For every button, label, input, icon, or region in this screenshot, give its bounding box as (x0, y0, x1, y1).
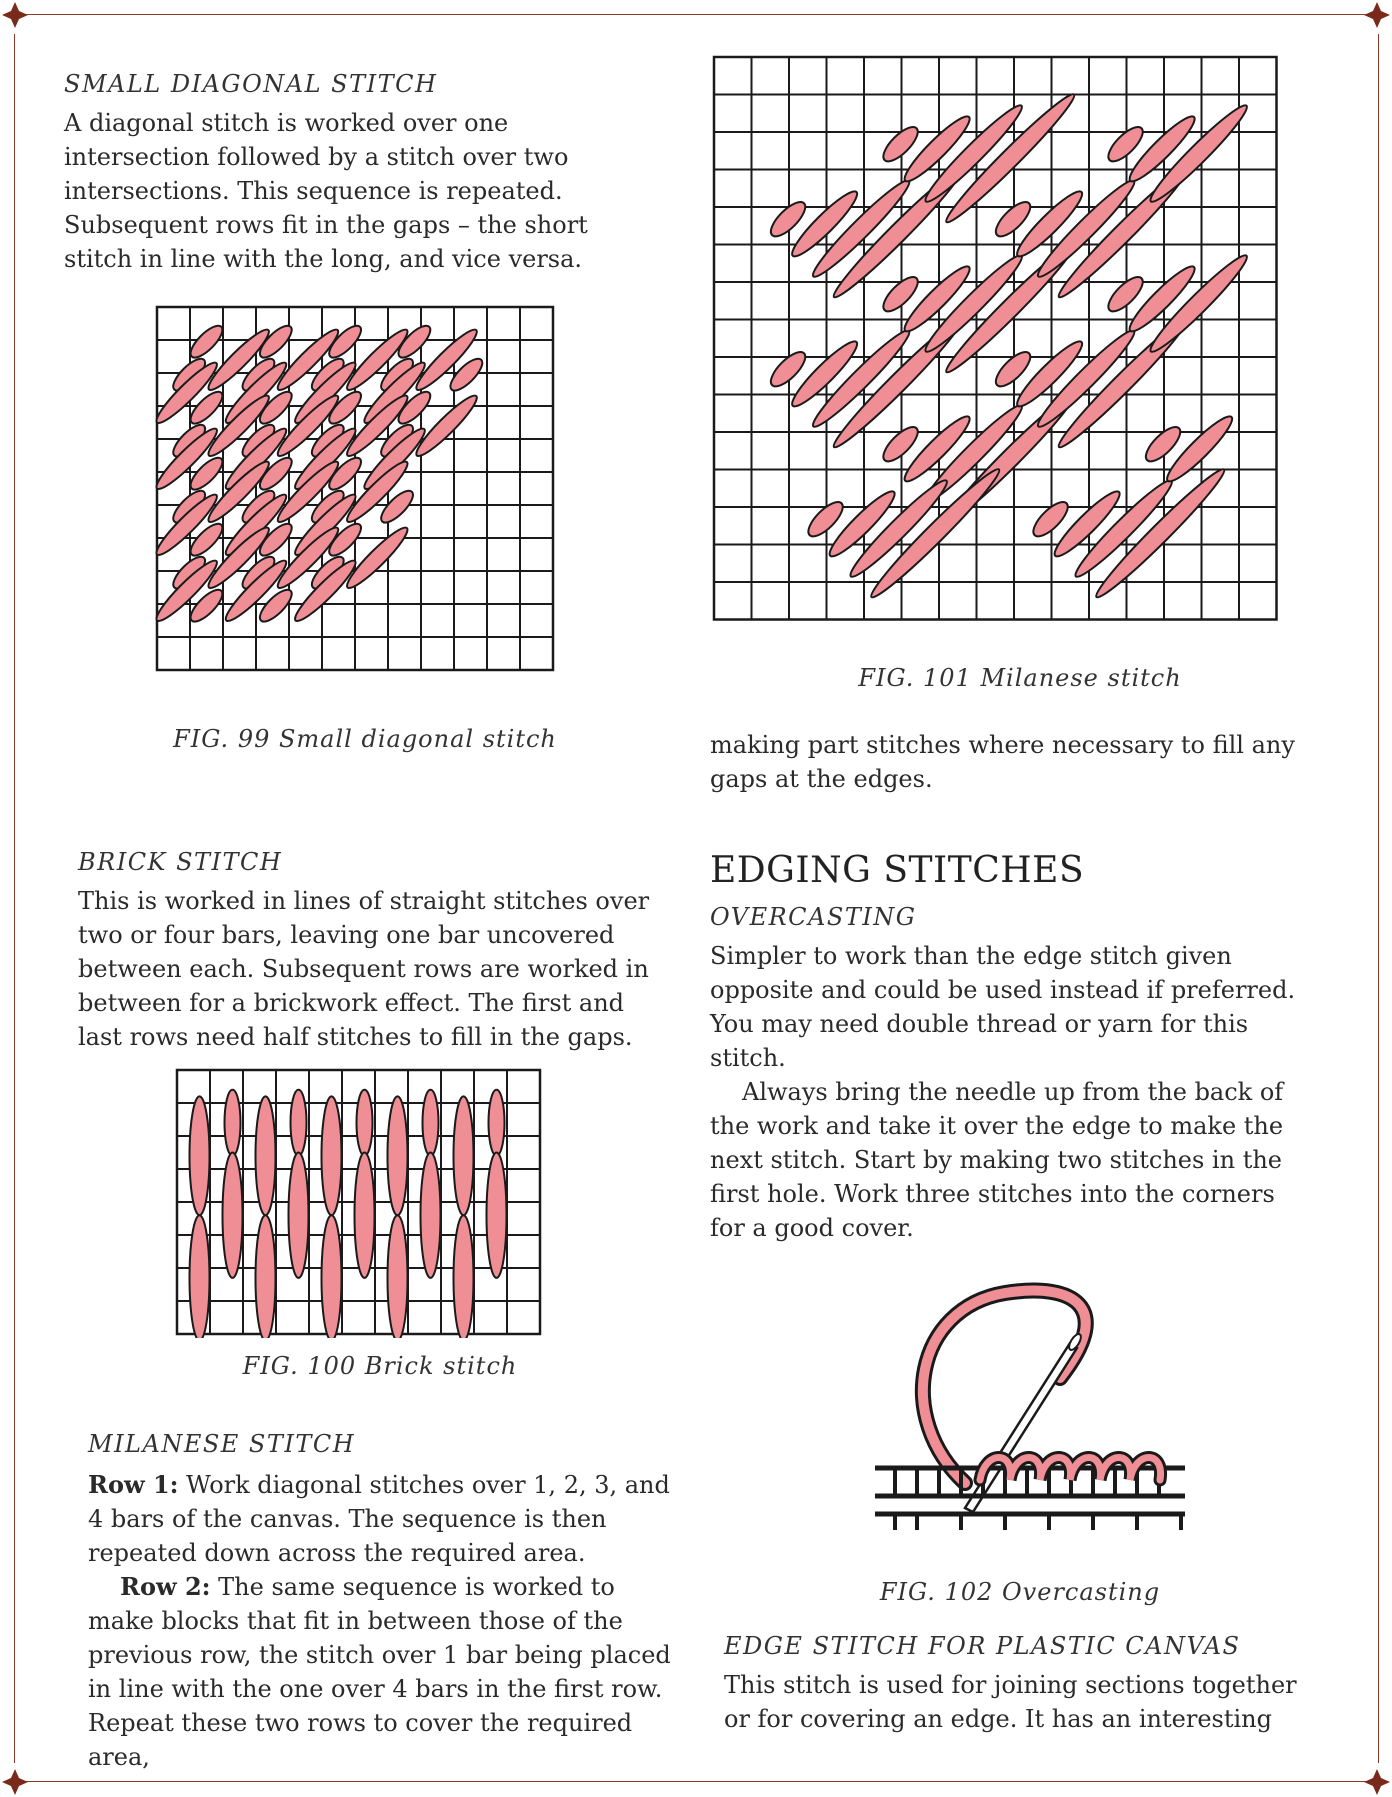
stitch (289, 1153, 309, 1278)
stitch (190, 1096, 210, 1215)
edge-stitch-heading: EDGE STITCH FOR PLASTIC CANVAS (724, 1632, 1241, 1660)
stitch (489, 1090, 505, 1156)
small-diagonal-section (64, 70, 658, 276)
brick-stitch-section (78, 848, 664, 1054)
fig99-caption: FIG. 99 Small diagonal stitch (173, 725, 557, 753)
stitch (322, 1215, 342, 1338)
brick-stitch-heading: BRICK STITCH (78, 848, 283, 876)
stitch (256, 1096, 276, 1215)
stitch (322, 1096, 342, 1215)
corner-ornament-icon (1364, 2, 1390, 28)
edge-stitch-section (724, 1632, 1314, 1736)
stitch (291, 1090, 307, 1156)
fig101-caption: FIG. 101 Milanese stitch (858, 664, 1182, 692)
stitch (388, 1096, 408, 1215)
page-border-right (1378, 34, 1379, 1763)
stitch (423, 1090, 439, 1156)
small-diagonal-heading: SMALL DIAGONAL STITCH (64, 70, 438, 98)
fig101-milanese-diagram (712, 55, 1282, 625)
overcasting-para1: Simpler to work than the edge stitch given opposite and could be used instead if preferred. You may need double thread or yarn for this stitch. (710, 942, 1296, 1072)
stitch (223, 1153, 243, 1278)
fig102-overcasting-diagram (855, 1268, 1195, 1558)
edging-stitches-title: EDGING STITCHES (710, 850, 1085, 891)
page-border-left (14, 34, 15, 1763)
stitch (454, 1096, 474, 1215)
fig100-caption: FIG. 100 Brick stitch (242, 1352, 518, 1380)
milanese-section (88, 1430, 674, 1774)
stitch (355, 1153, 375, 1278)
stitch (190, 1215, 210, 1338)
milanese-row1 (88, 1468, 674, 1570)
milanese-row2 (88, 1570, 674, 1774)
stitch (357, 1090, 373, 1156)
row1-text: Work diagonal stitches over 1, 2, 3, and 4 bars of the canvas. The sequence is then repeated down across the required area. (88, 1471, 670, 1567)
fig99-small-diagonal-diagram (155, 305, 575, 680)
stitch (388, 1215, 408, 1338)
milanese-heading: MILANESE STITCH (88, 1430, 356, 1458)
row1-label: Row 1: (88, 1470, 179, 1499)
stitch (225, 1090, 241, 1156)
row2-label: Row 2: (120, 1572, 211, 1601)
stitch (256, 1215, 276, 1338)
brick-stitch-text: This is worked in lines of straight stitches over two or four bars, leaving one bar uncovered between each. Subsequent rows are worked in between for a brickwork effect. The first and last rows need half stitches to fill in the gaps. (78, 887, 650, 1051)
row2-text: The same sequence is worked to make blocks that fit in between those of the previous row, the stitch over 1 bar being placed in line with the one over 4 bars in the first row. Repeat these two rows to cover the required area, (88, 1573, 671, 1771)
corner-ornament-icon (2, 2, 28, 28)
milanese-continuation-text: making part stitches where necessary to fill any gaps at the edges. (710, 731, 1295, 793)
edge-stitch-text: This stitch is used for joining sections together or for covering an edge. It has an interesting (724, 1671, 1297, 1733)
corner-ornament-icon (2, 1769, 28, 1795)
stitch (487, 1153, 507, 1278)
stitch (421, 1153, 441, 1278)
fig100-brick-stitch-diagram (175, 1068, 595, 1338)
fig102-caption: FIG. 102 Overcasting (879, 1578, 1161, 1606)
small-diagonal-text: A diagonal stitch is worked over one intersection followed by a stitch over two intersections. This sequence is repeated. Subsequent rows fit in the gaps – the short stitch in line with the long, and vice versa. (64, 109, 588, 273)
overcasting-para2: Always bring the needle up from the back of the work and take it over the edge to make the next stitch. Start by making two stitches in the first hole. Work three stitches into the corners for a good cover. (710, 1078, 1284, 1242)
overcasting-heading: OVERCASTING (710, 903, 917, 931)
corner-ornament-icon (1364, 1769, 1390, 1795)
stitch (454, 1215, 474, 1338)
right-text-column (710, 728, 1306, 1245)
